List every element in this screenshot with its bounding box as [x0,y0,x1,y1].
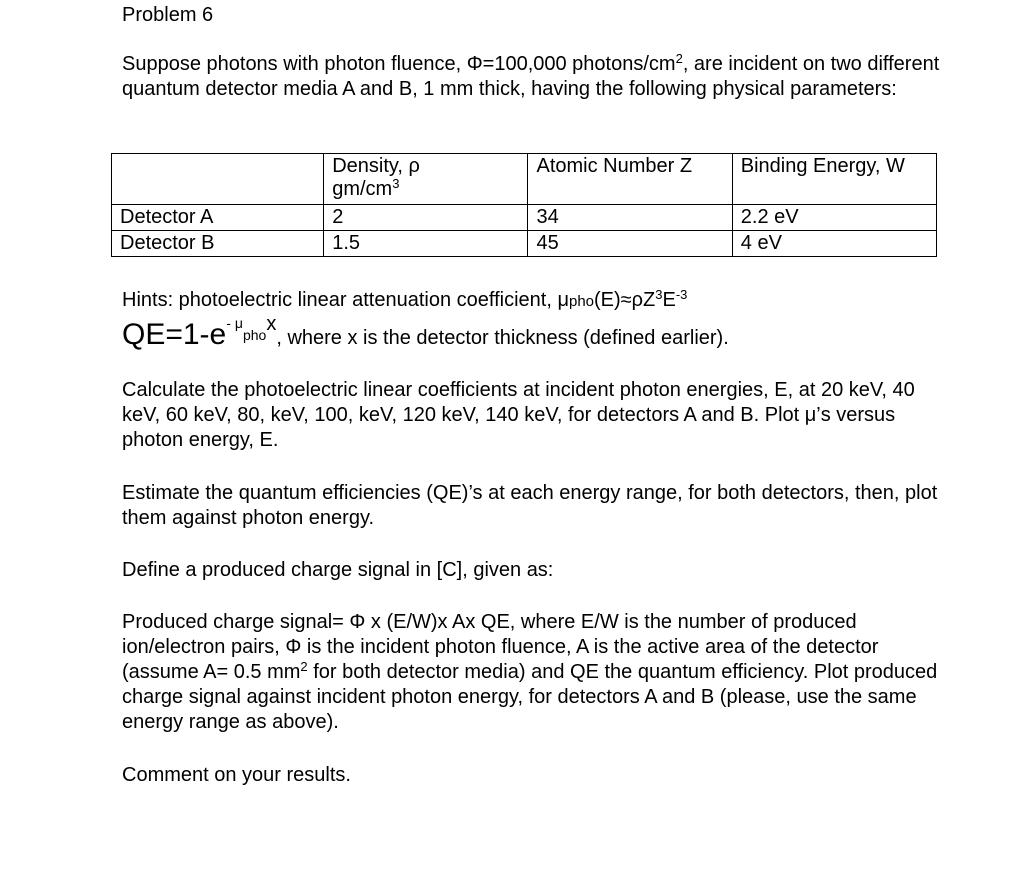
density-label: Density, ρ [332,155,420,177]
row-name: Detector A [112,205,324,231]
qe-mu: μ [234,315,243,331]
hints-mu: μ [557,289,569,311]
qe-minus: - [226,315,231,331]
hints-e-sup: -3 [675,287,688,302]
table-row [112,205,937,231]
comment-paragraph: Comment on your results. [122,764,351,786]
row-binding-energy: 2.2 eV [732,205,936,231]
header-cell-density [324,154,528,205]
row-binding-energy: 4 eV [732,231,936,257]
intro-sup: 2 [675,51,683,66]
hints-pho: pho [568,293,595,310]
row-density: 2 [324,205,528,231]
qe-text: QE=1-e [122,318,227,351]
row-atomic-number: 45 [528,231,732,257]
intro-text-2: , are incident on two different quantum detector media A and B, 1 mm thick, having the following physical parameters: [122,53,940,100]
signal-paragraph [122,610,942,735]
intro-paragraph [122,52,942,102]
header-cell-binding-energy: Binding Energy, W [732,154,936,205]
signal-text-2: for both detector media) and QE the quantum efficiency. Plot produced charge signal against incident photon energy, for detectors A and B (please, use the same energy range as above). [122,661,938,733]
qe-rest: , where x is the detector thickness (defined earlier). [276,327,729,349]
density-unit: gm/cm [332,178,393,200]
parameter-table [111,153,937,257]
table-header-row [112,154,937,205]
qe-x: x [266,313,277,335]
row-name: Detector B [112,231,324,257]
calc-paragraph: Calculate the photoelectric linear coefficients at incident photon energies, E, at 20 keV, 40 keV, 60 keV, 80, keV, 100, keV, 120 keV, 140 keV, for detectors A and B. Plot μ’s versus photon energy, E. [122,379,915,451]
estimate-paragraph: Estimate the quantum efficiencies (QE)’s at each energy range, for both detectors, then, plot them against photon energy. [122,482,938,529]
table-row [112,231,937,257]
hints-e: E [662,289,676,311]
qe-pho: pho [242,327,267,343]
signal-text-1: Produced charge signal= Φ x (E/W)x Ax QE, where E/W is the number of produced ion/electron pairs, Φ is the incident photon fluence, A is the active area of the detector (assume A= 0.5 mm [122,611,879,683]
header-cell-atomic-number: Atomic Number Z [528,154,732,205]
intro-text-1: Suppose photons with photon fluence, Φ=100,000 photons/cm [122,53,676,75]
define-paragraph: Define a produced charge signal in [C], given as: [122,559,554,581]
header-cell-empty [112,154,324,205]
hints-line [122,288,942,314]
hints-z-sup: 3 [655,287,663,302]
hints-formula: (E)≈ρZ [594,289,656,311]
signal-sup: 2 [300,659,308,674]
qe-formula-line [122,313,942,355]
row-density: 1.5 [324,231,528,257]
hints-text: Hints: photoelectric linear attenuation coefficient, [122,289,558,311]
problem-title: Problem 6 [122,4,214,26]
row-atomic-number: 34 [528,205,732,231]
density-unit-sup: 3 [392,176,400,191]
